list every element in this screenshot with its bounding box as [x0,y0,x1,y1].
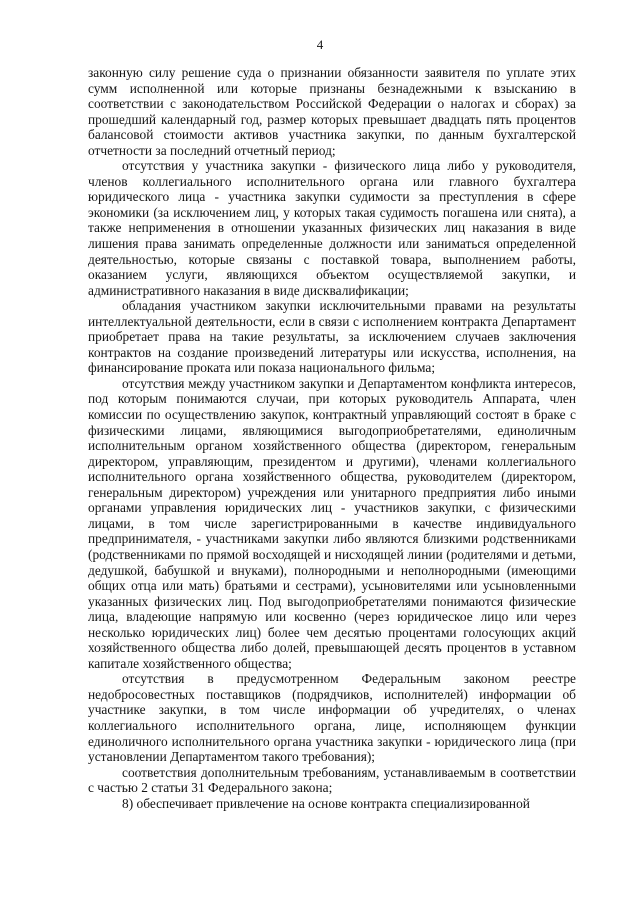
paragraph-tax-arrears-continuation: законную силу решение суда о признании обязанности заявителя по уплате этих сумм исполненной или которые признаны безнадежными к взысканию в соответствии с законодательством Российской Федерации о налогах и сборах) за прошедший календарный год, размер которых превышает двадцать пять процентов балансовой стоимости активов участника закупки, по данным бухгалтерской отчетности за последний отчетный период; [88,65,576,158]
page-number: 4 [316,37,324,52]
paragraph-criminal-record: отсутствия у участника закупки - физического лица либо у руководителя, членов коллегиального исполнительного органа или главного бухгалтера юридического лица - участника закупки судимости за преступления в сфере экономики (за исключением лиц, у которых такая судимость погашена или снята), а также неприменения в отношении указанных физических лиц наказания в виде лишения права занимать определенные должности или заниматься определенной деятельностью, которые связаны с поставкой товара, выполнением работы, оказанием услуги, являющихся объектом осуществляемой закупки, и административного наказания в виде дисквалификации; [88,158,576,298]
paragraph-unscrupulous-suppliers-registry: отсутствия в предусмотренном Федеральным законом реестре недобросовестных поставщиков (подрядчиков, исполнителей) информации об участнике закупки, в том числе информации об учредителях, о членах коллегиального исполнительного органа, лице, исполняющем функции единоличного исполнительного органа участника закупки - юридического лица (при установлении Департаментом такого требования); [88,671,576,765]
paragraph-exclusive-rights: обладания участником закупки исключительными правами на результаты интеллектуальной деятельности, если в связи с исполнением контракта Департамент приобретает права на такие результаты, за исключением случаев заключения контрактов на создание произведений литературы или искусства, исполнения, на финансирование проката или показа национального фильма; [88,298,576,376]
paragraph-additional-requirements: соответствия дополнительным требованиям, устанавливаемым в соответствии с частью 2 статьи 31 Федерального закона; [88,764,576,796]
document-body [88,65,576,811]
paragraph-conflict-of-interest: отсутствия между участником закупки и Департаментом конфликта интересов, под которым понимаются случаи, при которых руководитель Аппарата, член комиссии по осуществлению закупок, контрактный управляющий состоят в браке с физическими лицами, являющимися выгодоприобретателями, единоличным исполнительным органом хозяйственного общества (директором, генеральным директором, управляющим, президентом и другими), членами коллегиального исполнительного органа хозяйственного общества, руководителем (директором, генеральным директором) учреждения или унитарного предприятия либо иными органами управления юридических лиц - участников закупки, с физическими лицами, в том числе зарегистрированными в качестве индивидуального предпринимателя, - участниками закупки либо являются близкими родственниками (родственниками по прямой восходящей и нисходящей линии (родителями и детьми, дедушкой, бабушкой и внуками), полнородными и неполнородными (имеющими общих отца или мать) братьями и сестрами), усыновителями или усыновленными указанных физических лиц. Под выгодоприобретателями понимаются физические лица, владеющие напрямую или косвенно (через юридическое лицо или через несколько юридических лиц) более чем десятью процентами голосующих акций хозяйственного общества либо долей, превышающей десять процентов в уставном капитале хозяйственного общества; [88,375,576,671]
paragraph-item-8: 8) обеспечивает привлечение на основе контракта специализированной [122,795,530,811]
